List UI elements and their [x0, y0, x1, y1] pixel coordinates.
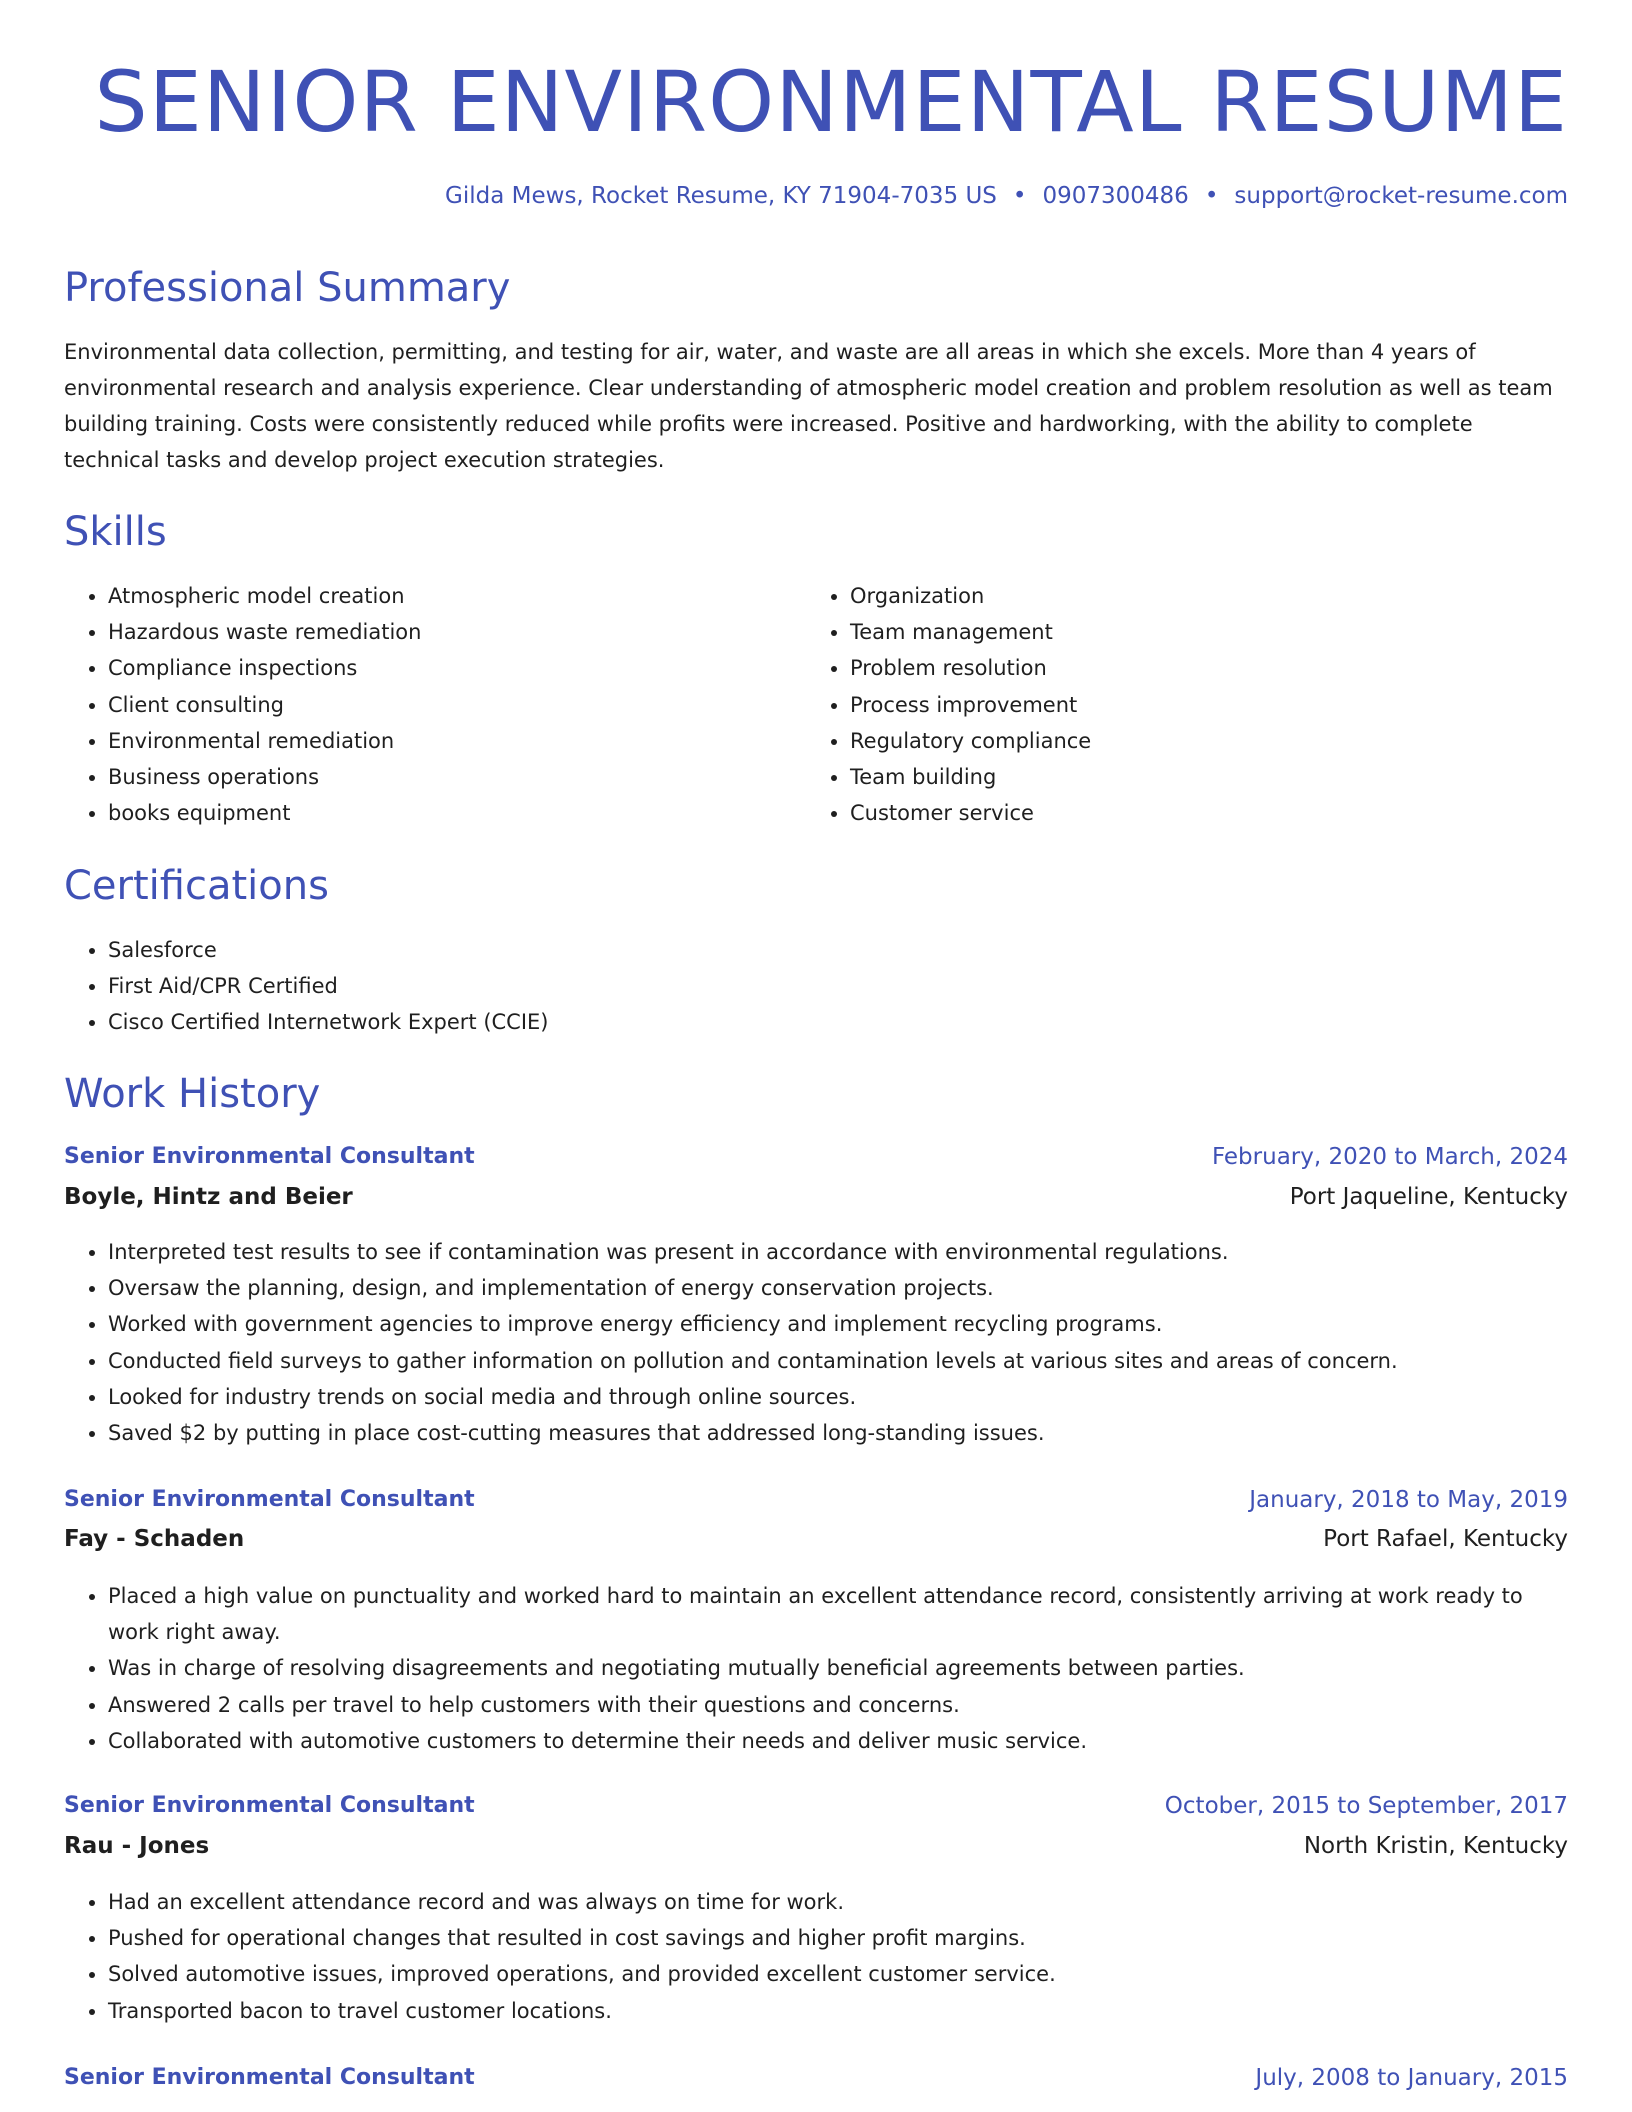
certification-item: • Cisco Certified Internetwork Expert (CCIE)	[108, 1004, 1508, 1040]
job-subheader	[64, 1184, 1568, 1224]
contact-address: Gilda Mews, Rocket Resume, KY 71904-7035 US	[445, 183, 997, 209]
skill-item: • Environmental remediation	[108, 723, 808, 759]
job-bullet: • Pushed for operational changes that resulted in cost savings and higher profit margins.	[108, 1920, 1568, 1956]
skill-item: • Team building	[850, 759, 1550, 795]
job-bullet: • Placed a high value on punctuality and worked hard to maintain an excellent attendance record, consistently arriving at work ready to work right away.	[108, 1578, 1568, 1650]
job-header	[64, 2065, 1568, 2105]
job-subheader	[64, 1526, 1568, 1566]
job-title: Senior Environmental Consultant	[64, 2065, 475, 2090]
summary-text: Environmental data collection, permitting, and testing for air, water, and waste are all areas in which she excels. More than 4 years of environmental research and analysis experience. Clear understanding of atmospheric model creation and problem resolution as well as team building training. Costs were consistently reduced while profits were increased. Positive and hardworking, with the ability to complete technical tasks and develop project execution strategies.	[64, 340, 1553, 472]
summary-heading: Professional Summary	[64, 265, 511, 311]
skills-list-left	[64, 578, 808, 831]
job-dates: February, 2020 to March, 2024	[1211, 1144, 1568, 1170]
job-location: Port Rafael, Kentucky	[1323, 1526, 1568, 1552]
job-bullets	[64, 1884, 1568, 2029]
job-location: Port Jaqueline, Kentucky	[1289, 1184, 1568, 1210]
job-header	[64, 1144, 1568, 1184]
job-bullet: • Interpreted test results to see if contamination was present in accordance with environmental regulations.	[108, 1234, 1568, 1270]
job-bullet: • Worked with government agencies to improve energy efficiency and implement recycling programs.	[108, 1306, 1568, 1342]
contact-email[interactable]: support@rocket-resume.com	[1234, 183, 1568, 209]
job-company: Rau - Jones	[64, 1833, 210, 1859]
skill-item: • Regulatory compliance	[850, 723, 1550, 759]
skill-item: • Problem resolution	[850, 650, 1550, 686]
resume-title: SENIOR ENVIRONMENTAL RESUME	[94, 53, 1568, 151]
certifications-heading: Certifications	[64, 863, 329, 909]
job-company: Boyle, Hintz and Beier	[64, 1184, 353, 1210]
job-bullet: • Saved $2 by putting in place cost-cutting measures that addressed long-standing issues.	[108, 1415, 1568, 1451]
certifications-list	[64, 932, 1508, 1041]
skill-item: • Hazardous waste remediation	[108, 614, 808, 650]
job-title: Senior Environmental Consultant	[64, 1793, 475, 1818]
job-title: Senior Environmental Consultant	[64, 1487, 475, 1512]
skill-item: • Process improvement	[850, 687, 1550, 723]
skill-item: • Compliance inspections	[108, 650, 808, 686]
certification-item: • First Aid/CPR Certified	[108, 968, 1508, 1004]
skills-list-right	[806, 578, 1550, 831]
skill-item: • books equipment	[108, 795, 808, 831]
resume-page	[64, 0, 1568, 2091]
job-bullet: • Solved automotive issues, improved operations, and provided excellent customer service.	[108, 1956, 1568, 1992]
skills-heading: Skills	[64, 509, 167, 555]
contact-line	[445, 180, 1568, 212]
skill-item: • Client consulting	[108, 687, 808, 723]
job-dates: October, 2015 to September, 2017	[1164, 1793, 1568, 1819]
contact-separator: •	[1012, 183, 1027, 209]
job-bullet: • Collaborated with automotive customers to determine their needs and deliver music service.	[108, 1723, 1568, 1759]
job-bullets	[64, 1234, 1568, 1451]
job-bullet: • Oversaw the planning, design, and implementation of energy conservation projects.	[108, 1270, 1568, 1306]
job-header	[64, 1487, 1568, 1527]
job-bullet: • Answered 2 calls per travel to help customers with their questions and concerns.	[108, 1687, 1568, 1723]
job-subheader	[64, 1833, 1568, 1873]
job-bullet: • Had an excellent attendance record and was always on time for work.	[108, 1884, 1568, 1920]
job-bullet: • Was in charge of resolving disagreements and negotiating mutually beneficial agreements between parties.	[108, 1650, 1568, 1686]
job-location: North Kristin, Kentucky	[1303, 1833, 1568, 1859]
skill-item: • Customer service	[850, 795, 1550, 831]
job-company: Fay - Schaden	[64, 1526, 245, 1552]
job-dates: January, 2018 to May, 2019	[1249, 1487, 1568, 1513]
job-bullet: • Looked for industry trends on social media and through online sources.	[108, 1379, 1568, 1415]
job-bullets	[64, 1578, 1568, 1759]
job-header	[64, 1793, 1568, 1833]
job-bullet: • Conducted field surveys to gather information on pollution and contamination levels at various sites and areas of concern.	[108, 1343, 1568, 1379]
skill-item: • Business operations	[108, 759, 808, 795]
job-title: Senior Environmental Consultant	[64, 1144, 475, 1169]
contact-separator: •	[1204, 183, 1219, 209]
skill-item: • Team management	[850, 614, 1550, 650]
job-dates: July, 2008 to January, 2015	[1255, 2065, 1568, 2091]
certification-item: • Salesforce	[108, 932, 1508, 968]
contact-phone: 0907300486	[1042, 183, 1189, 209]
job-bullet: • Transported bacon to travel customer locations.	[108, 1993, 1568, 2029]
skill-item: • Atmospheric model creation	[108, 578, 808, 614]
skill-item: • Organization	[850, 578, 1550, 614]
work-history-heading: Work History	[64, 1071, 321, 1117]
